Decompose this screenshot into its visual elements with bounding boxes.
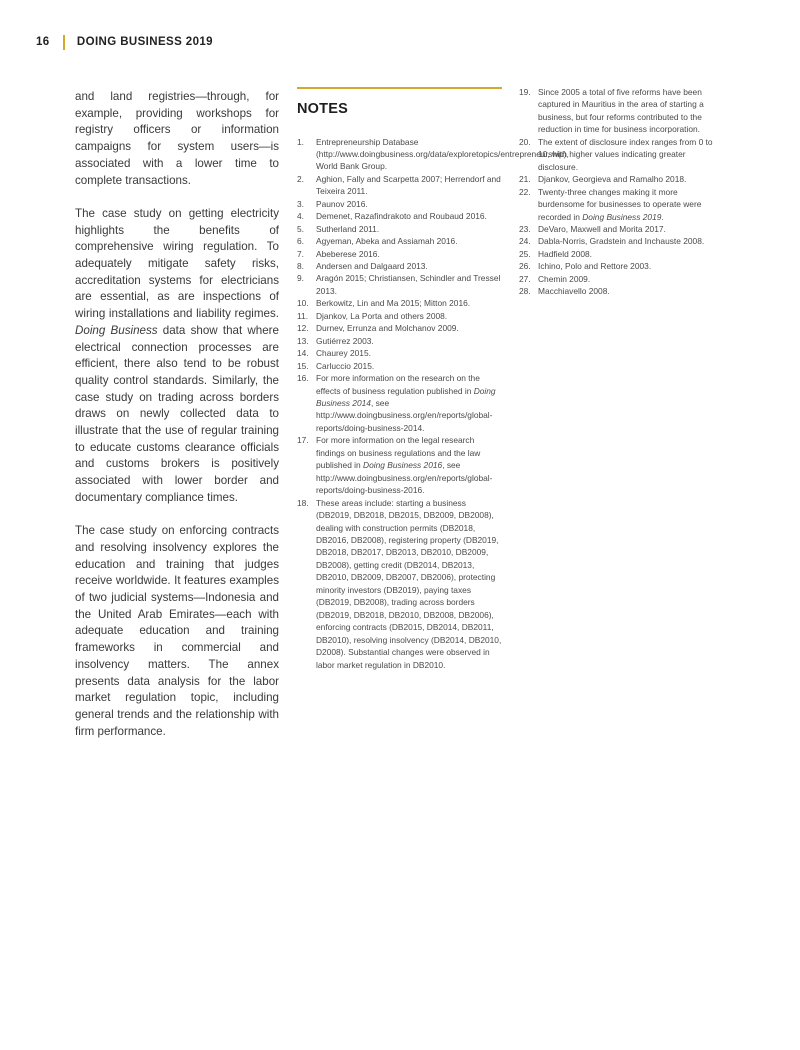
note-number: 18. <box>297 497 309 508</box>
body-text-column <box>75 89 279 740</box>
note-number: 10. <box>297 298 309 309</box>
note-number: 4. <box>297 211 304 222</box>
note-number: 6. <box>297 236 304 247</box>
page-header <box>36 34 213 50</box>
note-text: Aragón 2015; Christiansen, Schindler and Tressel 2013. <box>316 273 501 296</box>
note-item <box>297 260 502 272</box>
header-divider <box>63 35 65 50</box>
note-number: 5. <box>297 223 304 234</box>
note-number: 14. <box>297 348 309 359</box>
note-item <box>297 434 502 496</box>
note-text: Aghion, Fally and Scarpetta 2007; Herrendorf and Teixeira 2011. <box>316 173 501 197</box>
note-number: 7. <box>297 248 304 259</box>
note-item <box>297 347 502 359</box>
notes-list-continued <box>519 86 724 298</box>
note-item <box>297 335 502 347</box>
note-text: Abeberese 2016. <box>316 248 380 259</box>
note-item <box>297 497 502 671</box>
note-item <box>297 198 502 210</box>
note-number: 3. <box>297 198 304 209</box>
notes-divider <box>297 87 502 89</box>
note-number: 19. <box>519 87 531 97</box>
note-text: Entrepreneurship Database (http://www.doingbusiness.org/data/exploretopics/entrepreneurship), World Bank Group. <box>316 136 569 172</box>
note-item <box>297 322 502 334</box>
note-number: 15. <box>297 360 309 371</box>
note-number: 12. <box>297 323 309 334</box>
note-text: The extent of disclosure index ranges from 0 to 10, with higher values indicating greater disclosure. <box>538 136 713 172</box>
page-number: 16 <box>36 36 50 48</box>
note-number: 28. <box>519 286 531 297</box>
note-number: 25. <box>519 248 531 259</box>
note-number: 16. <box>297 373 309 384</box>
note-text: Since 2005 a total of five reforms have been captured in Mauritius in the area of starting a business, but four reforms contributed to the reduction in time for business incorporation. <box>538 87 704 135</box>
note-number: 21. <box>519 174 531 185</box>
note-text: DeVaro, Maxwell and Morita 2017. <box>538 223 666 234</box>
note-item <box>297 360 502 372</box>
note-item <box>519 273 724 285</box>
note-text: Demenet, Razafindrakoto and Roubaud 2016. <box>316 211 487 222</box>
note-number: 2. <box>297 173 304 184</box>
note-item <box>297 235 502 247</box>
note-number: 1. <box>297 136 304 147</box>
note-text: Paunov 2016. <box>316 198 368 209</box>
running-title: DOING BUSINESS 2019 <box>76 36 213 48</box>
note-text: Chemin 2009. <box>538 273 591 284</box>
note-item <box>297 210 502 222</box>
note-text: Hadfield 2008. <box>538 248 593 259</box>
note-text: Gutiérrez 2003. <box>316 335 374 346</box>
note-text: Djankov, Georgieva and Ramalho 2018. <box>538 174 687 185</box>
note-number: 27. <box>519 273 531 284</box>
note-number: 22. <box>519 186 531 197</box>
note-text: Twenty-three changes making it more burdensome for businesses to operate were recorded in Doing Business 2019. <box>538 186 702 222</box>
note-number: 11. <box>297 310 309 321</box>
note-number: 9. <box>297 273 304 284</box>
note-item <box>297 372 502 434</box>
note-text: Dabla-Norris, Gradstein and Inchauste 2008. <box>538 236 705 247</box>
note-text: Ichino, Polo and Rettore 2003. <box>538 261 652 272</box>
note-number: 20. <box>519 136 531 147</box>
note-item <box>297 173 502 198</box>
note-text: Agyeman, Abeka and Assiamah 2016. <box>316 236 458 247</box>
note-item <box>519 223 724 235</box>
note-item <box>519 136 724 173</box>
note-item <box>519 86 724 136</box>
body-paragraph: and land registries—through, for example, providing workshops for registry officers or information campaigns for system users—is associated with a lower time to complete transactions. <box>75 90 279 187</box>
note-item <box>519 248 724 260</box>
note-number: 17. <box>297 435 309 446</box>
note-text: Chaurey 2015. <box>316 348 371 359</box>
note-number: 13. <box>297 335 309 346</box>
body-paragraph: The case study on getting electricity highlights the benefits of comprehensive wiring regulation. To adequately mitigate safety risks, accreditation systems for electricians are essential, as are inspections of wiring installations and liability regimes. Doing Business data show that where electrical connection processes are efficient, there also tend to be robust quality control standards. Similarly, the case study on trading across borders draws on newly collected data to illustrate that the use of regular training to educate customs clearance officials and customs brokers is positively associated with lower border and documentary compliance times. <box>75 206 279 504</box>
notes-heading: NOTES <box>297 100 348 117</box>
note-text: Berkowitz, Lin and Ma 2015; Mitton 2016. <box>316 298 471 309</box>
note-item <box>519 186 724 223</box>
note-item <box>297 223 502 235</box>
note-item <box>297 310 502 322</box>
note-item <box>519 235 724 247</box>
note-text: Andersen and Dalgaard 2013. <box>316 261 428 272</box>
body-paragraph: The case study on enforcing contracts and resolving insolvency explores the education and training that judges receive worldwide. It features examples of two judicial systems—Indonesia and the United Arab Emirates—each with adequate education and training frameworks in commercial and insolvency matters. The annex presents data analysis for the labor market regulation topic, including general trends and the relationship with firm performance. <box>75 524 279 738</box>
note-text: Durnev, Errunza and Molchanov 2009. <box>316 323 459 334</box>
note-text: For more information on the legal research findings on business regulations and the law published in Doing Business 2016, see http://www.doingbusiness.org/en/reports/global-reports/doing-business-2016. <box>316 435 493 496</box>
note-item <box>519 285 724 297</box>
note-item <box>297 297 502 309</box>
note-text: Sutherland 2011. <box>316 223 380 234</box>
note-text: For more information on the research on the effects of business regulation published in Doing Business 2014, see http://www.doingbusiness.org/en/reports/global-reports/doing-business-2014. <box>316 373 496 433</box>
note-text: These areas include: starting a business (DB2019, DB2018, DB2015, DB2009, DB2008), dealing with construction permits (DB2018, DB2016, DB2008), registering property (DB2019, DB2018, DB2017, DB2013, DB2010, DB2009, DB2008), getting credit (DB2014, DB2013, DB2010, DB2009, DB2007, DB2006), protecting minority investors (DB2019), paying taxes (DB2019, DB2008), trading across borders (DB2019, DB2018, DB2010, DB2008, DB2006), enforcing contracts (DB2015, DB2014, DB2011, DB2010), resolving insolvency (DB2014, DB2010, D2008). Substantial changes were observed in labor market regulation in DB2010. <box>316 497 502 670</box>
note-text: Carluccio 2015. <box>316 360 375 371</box>
note-item <box>297 272 502 297</box>
note-item <box>519 260 724 272</box>
note-number: 24. <box>519 236 531 247</box>
note-item <box>297 248 502 260</box>
note-item <box>519 173 724 185</box>
note-number: 23. <box>519 223 531 234</box>
note-number: 8. <box>297 261 304 272</box>
note-text: Djankov, La Porta and others 2008. <box>316 310 448 321</box>
note-text: Macchiavello 2008. <box>538 286 610 297</box>
note-number: 26. <box>519 261 531 272</box>
